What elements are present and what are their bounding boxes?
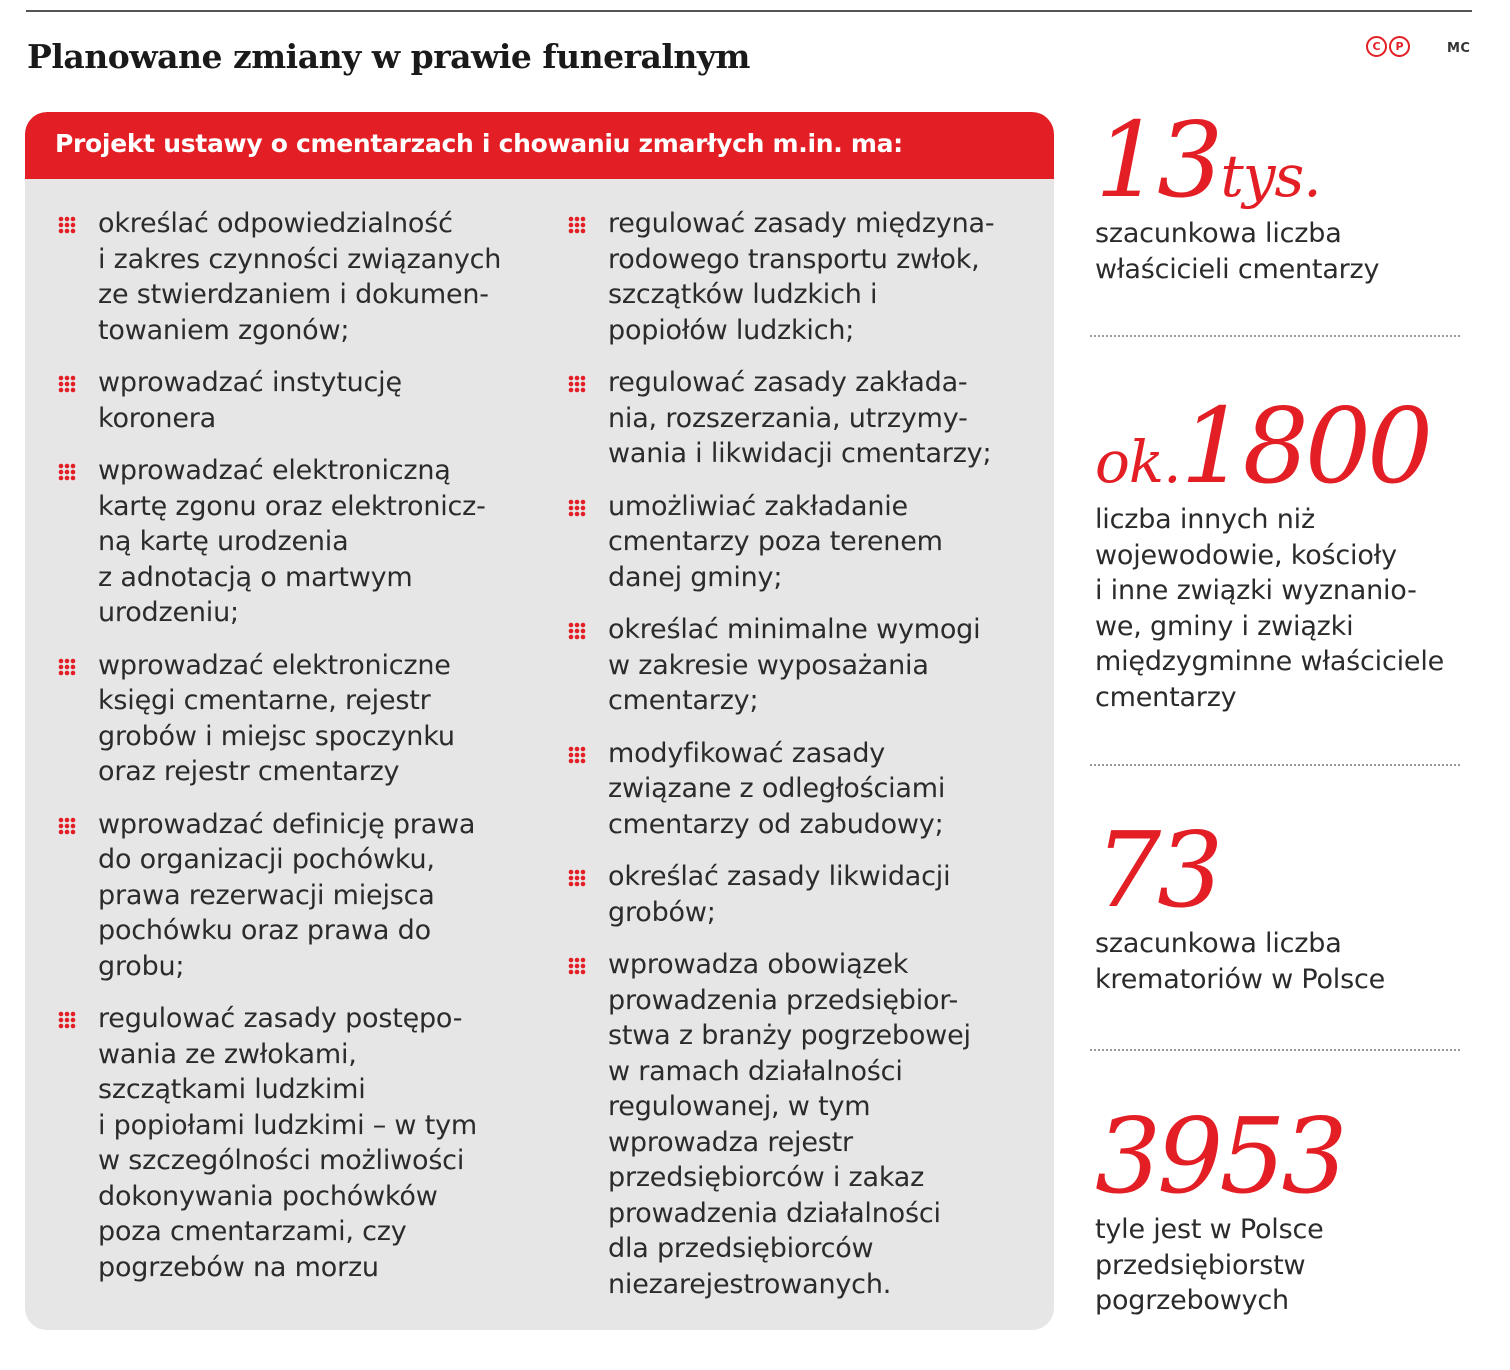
left-column <box>58 206 538 1285</box>
list-item <box>58 1001 538 1285</box>
dots-bullet-icon <box>58 375 76 393</box>
stat-funeral-companies <box>1095 1095 1465 1319</box>
content-panel <box>25 112 1054 1330</box>
list-item-text: określać zasady likwidacji grobów; <box>608 861 951 928</box>
list-item-text: wprowadza obowiązek prowadzenia przedsiębior- stwa z branży pogrzebowej w ramach działalności regulowanej, w tym wprowadza rejestr przedsiębiorców i zakaz prowadzenia działalności dla przedsiębiorców niezarejestrowanych. <box>608 949 971 1300</box>
list-item <box>568 612 1038 719</box>
stat-number <box>1095 99 1465 221</box>
list-item <box>58 365 538 436</box>
stat-divider <box>1090 335 1460 337</box>
dots-bullet-icon <box>568 375 586 393</box>
stat-description: liczba innych niż wojewodowie, kościoły i inne związki wyznanio- we, gminy i związki międzygminne właściciele cmentarzy <box>1095 504 1445 713</box>
dots-bullet-icon <box>58 658 76 676</box>
stat-value: 3953 <box>1095 1095 1344 1217</box>
list-item <box>58 648 538 790</box>
list-item <box>568 206 1038 348</box>
list-item-text: regulować zasady międzyna- rodowego transportu zwłok, szczątków ludzkich i popiołów ludzkich; <box>608 208 995 346</box>
dots-bullet-icon <box>568 499 586 517</box>
dots-bullet-icon <box>568 622 586 640</box>
list-item-text: wprowadzać definicję prawa do organizacji pochówku, prawa rezerwacji miejsca pochówku oraz prawa do grobu; <box>98 808 476 982</box>
stat-divider <box>1090 1049 1460 1051</box>
list-item <box>568 947 1038 1302</box>
stat-value: 1800 <box>1180 385 1430 507</box>
stat-crematoria <box>1095 809 1465 997</box>
stat-description: szacunkowa liczba krematoriów w Polsce <box>1095 928 1386 995</box>
dots-bullet-icon <box>58 1011 76 1029</box>
stat-number <box>1095 1095 1465 1217</box>
list-item <box>58 453 538 631</box>
stat-value: 73 <box>1095 809 1220 931</box>
list-item <box>568 489 1038 596</box>
panel-header <box>25 112 1054 179</box>
dots-bullet-icon <box>568 746 586 764</box>
dots-bullet-icon <box>568 216 586 234</box>
list-item-text: umożliwiać zakładanie cmentarzy poza terenem danej gminy; <box>608 490 943 593</box>
list-item <box>58 206 538 348</box>
list-item-text: wprowadzać instytucję koronera <box>98 367 402 434</box>
list-item-text: regulować zasady zakłada- nia, rozszerzania, utrzymy- wania i likwidacji cmentarzy; <box>608 367 992 469</box>
top-rule <box>26 10 1472 12</box>
list-item <box>568 365 1038 472</box>
list-item-text: określać minimalne wymogi w zakresie wyposażania cmentarzy; <box>608 614 981 716</box>
list-item <box>58 807 538 985</box>
dots-bullet-icon <box>568 869 586 887</box>
stat-description: tyle jest w Polsce przedsiębiorstw pogrzebowych <box>1095 1214 1324 1316</box>
list-item <box>568 859 1038 930</box>
panel-header-text: Projekt ustawy o cmentarzach i chowaniu zmarłych m.in. ma: <box>55 129 903 158</box>
list-item-text: wprowadzać elektroniczne księgi cmentarne, rejestr grobów i miejsc spoczynku oraz rejestr cmentarzy <box>98 649 455 787</box>
list-item-text: regulować zasady postępo- wania ze zwłokami, szczątkami ludzkimi i popiołami ludzkimi – w tym w szczególności możliwości dokonywania pochówków poza cmentarzami, czy pogrzebów na morzu <box>98 1003 477 1283</box>
dots-bullet-icon <box>58 216 76 234</box>
stat-value: 13 <box>1095 99 1220 221</box>
publisher-logo <box>1366 36 1410 57</box>
stat-owners <box>1095 99 1465 287</box>
page-title: Planowane zmiany w prawie funeralnym <box>27 37 750 76</box>
logo-p-letter: P <box>1389 36 1410 57</box>
stat-number <box>1095 809 1465 931</box>
stat-number <box>1095 385 1465 507</box>
stat-divider <box>1090 764 1460 766</box>
logo-c-letter: C <box>1366 36 1387 57</box>
author-initials: MC <box>1447 41 1471 56</box>
list-item <box>568 736 1038 843</box>
stat-prefix: ok. <box>1095 428 1181 496</box>
dots-bullet-icon <box>58 463 76 481</box>
stat-description: szacunkowa liczba właścicieli cmentarzy <box>1095 218 1380 285</box>
list-item-text: określać odpowiedzialność i zakres czynności związanych ze stwierdzaniem i dokumen- towaniem zgonów; <box>98 208 502 346</box>
stat-suffix: tys. <box>1220 142 1321 210</box>
stat-other-owners <box>1095 385 1465 715</box>
dots-bullet-icon <box>568 957 586 975</box>
list-item-text: modyfikować zasady związane z odległościami cmentarzy od zabudowy; <box>608 737 946 840</box>
list-item-text: wprowadzać elektroniczną kartę zgonu oraz elektronicz- ną kartę urodzenia z adnotacją o martwym urodzeniu; <box>98 455 486 628</box>
dots-bullet-icon <box>58 817 76 835</box>
right-column <box>568 206 1038 1302</box>
